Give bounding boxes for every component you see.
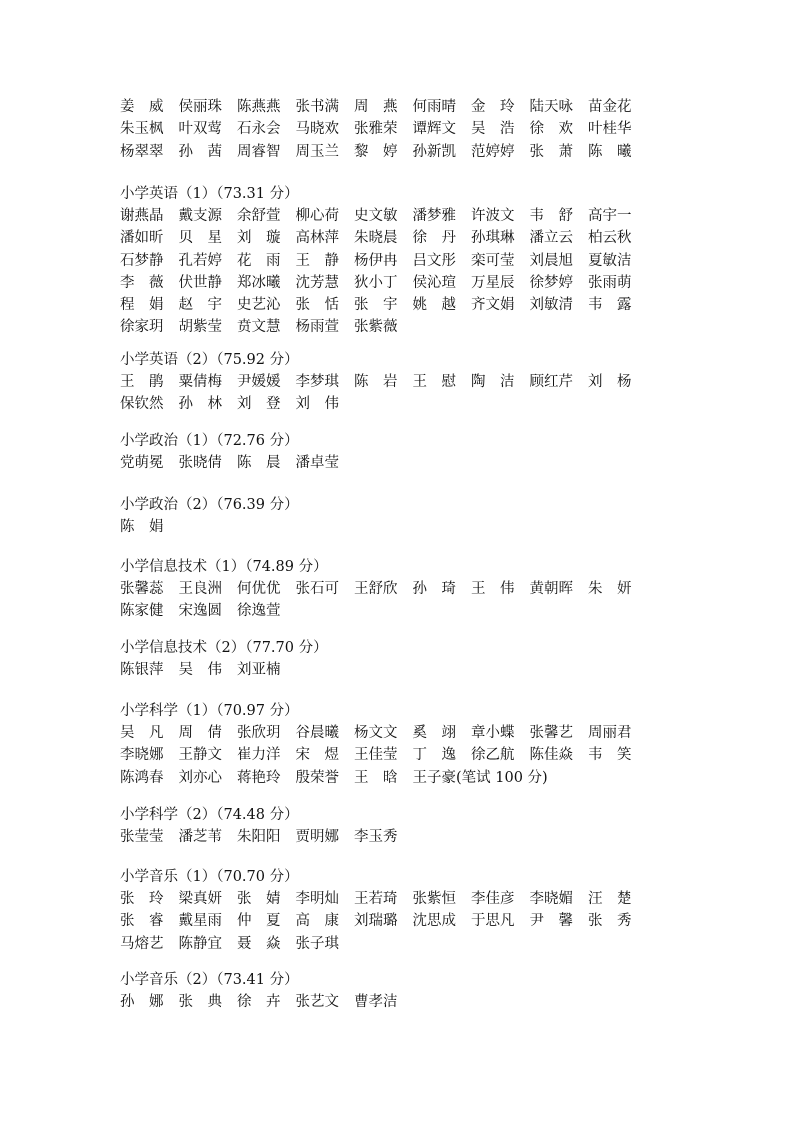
- section-4: [120, 494, 720, 538]
- candidate-name: 徐梦婷: [529, 274, 573, 291]
- candidate-name: 高宇一: [588, 208, 632, 224]
- name-row: [120, 227, 720, 249]
- candidate-name: 徐家玥: [120, 319, 164, 336]
- name-row: [120, 722, 720, 744]
- candidate-name: 马熔艺: [120, 935, 164, 952]
- candidate-name: 李晓媚: [529, 891, 573, 907]
- name-row: [120, 744, 720, 766]
- name-row: [120, 659, 720, 681]
- candidate-name: 郑冰曦: [237, 274, 281, 291]
- candidate-name: 王 慰: [412, 374, 456, 390]
- name-row: [120, 294, 720, 316]
- candidate-name: 张雨萌: [588, 274, 632, 291]
- candidate-name: 孙 琦: [412, 581, 456, 597]
- candidate-name: 李 薇: [120, 274, 164, 291]
- candidate-name: 张欣玥: [237, 725, 281, 741]
- section-6: [120, 637, 720, 681]
- name-row: [120, 316, 720, 338]
- candidate-name: 张晓倩: [178, 455, 222, 471]
- candidate-name: 张 典: [178, 994, 222, 1010]
- candidate-name: 程 娟: [120, 297, 164, 314]
- candidate-name: 张子琪: [295, 935, 339, 952]
- candidate-name: 万星辰: [471, 274, 515, 291]
- candidate-name: 周玉兰: [295, 143, 339, 160]
- section-title: 小学音乐（2）（73.41 分）: [120, 972, 299, 988]
- candidate-name: 戴支源: [178, 208, 222, 224]
- candidate-name: 王佳莹: [354, 747, 398, 764]
- candidate-name: 王 伟: [471, 581, 515, 597]
- candidate-name: 王子豪(笔试 100 分): [412, 769, 548, 786]
- candidate-name: 张雅荣: [354, 121, 398, 138]
- candidate-name: 陈静宜: [178, 935, 222, 952]
- section-title: 小学信息技术（1）（74.89 分）: [120, 559, 328, 575]
- name-row: [120, 141, 720, 163]
- section-0: [120, 96, 720, 163]
- section-5: [120, 556, 720, 623]
- candidate-name: 石梦静: [120, 252, 164, 269]
- candidate-name: 花 雨: [237, 252, 281, 269]
- section-title: 小学音乐（1）（70.70 分）: [120, 869, 299, 885]
- candidate-name: 王静文: [178, 747, 222, 764]
- candidate-name: 周 倩: [178, 725, 222, 741]
- candidate-name: 刘 伟: [295, 396, 339, 413]
- candidate-name: 陈 晨: [237, 455, 281, 471]
- candidate-name: 潘梦雅: [412, 208, 456, 224]
- candidate-name: 陈 娟: [120, 519, 164, 535]
- candidate-name: 张石可: [295, 581, 339, 597]
- name-row: [120, 371, 720, 393]
- candidate-name: 胡紫莹: [178, 319, 222, 336]
- candidate-name: 党萌冕: [120, 455, 164, 471]
- candidate-name: 刘晨旭: [529, 252, 573, 269]
- candidate-name: 张 婧: [237, 891, 281, 907]
- name-row: [120, 910, 720, 932]
- candidate-name: 徐 欢: [529, 121, 573, 138]
- candidate-name: 陈 曦: [588, 143, 632, 160]
- candidate-name: 陶 洁: [471, 374, 515, 390]
- candidate-name: 许波文: [471, 208, 515, 224]
- candidate-name: 丁 逸: [412, 747, 456, 764]
- candidate-name: 张 睿: [120, 913, 164, 930]
- name-row: [120, 826, 720, 848]
- candidate-name: 韦 露: [588, 297, 632, 314]
- candidate-name: 孙 娜: [120, 994, 164, 1010]
- candidate-name: 高林萍: [295, 230, 339, 247]
- candidate-name: 韦 舒: [529, 208, 573, 224]
- candidate-name: 王若琦: [354, 891, 398, 907]
- candidate-name: 柏云秋: [588, 230, 632, 247]
- section-10: [120, 969, 720, 1013]
- candidate-name: 周 燕: [354, 99, 398, 115]
- section-8: [120, 804, 720, 848]
- candidate-name: 黎 婷: [354, 143, 398, 160]
- candidate-name: 赵 宇: [178, 297, 222, 314]
- candidate-name: 张馨蕊: [120, 581, 164, 597]
- candidate-name: 陈燕燕: [237, 99, 281, 115]
- candidate-name: 范婷婷: [471, 143, 515, 160]
- section-title: 小学科学（2）（74.48 分）: [120, 807, 299, 823]
- name-row: [120, 393, 720, 415]
- name-row: [120, 767, 720, 789]
- name-row: [120, 578, 720, 600]
- candidate-name: 陈银萍: [120, 662, 164, 678]
- candidate-name: 陈 岩: [354, 374, 398, 390]
- candidate-name: 孙 林: [178, 396, 222, 413]
- candidate-name: 朱玉枫: [120, 121, 164, 138]
- candidate-name: 吴 伟: [178, 662, 222, 678]
- candidate-name: 侯丽珠: [178, 99, 222, 115]
- candidate-name: 苗金花: [588, 99, 632, 115]
- candidate-name: 陈鸿春: [120, 769, 164, 786]
- candidate-name: 戴星雨: [178, 913, 222, 930]
- candidate-name: 黄朝晖: [529, 581, 573, 597]
- candidate-name: 保钦然: [120, 396, 164, 413]
- candidate-name: 梁真妍: [178, 891, 222, 907]
- candidate-name: 杨翠翠: [120, 143, 164, 160]
- candidate-name: 张馨艺: [529, 725, 573, 741]
- candidate-name: 陆天咏: [529, 99, 573, 115]
- candidate-name: 粟倩梅: [178, 374, 222, 390]
- candidate-name: 孙琪琳: [471, 230, 515, 247]
- name-row: [120, 516, 720, 538]
- candidate-name: 张艺文: [295, 994, 339, 1010]
- candidate-name: 谷晨曦: [295, 725, 339, 741]
- candidate-name: 潘立云: [529, 230, 573, 247]
- section-3: [120, 430, 720, 474]
- candidate-name: 李佳彦: [471, 891, 515, 907]
- candidate-name: 李明灿: [295, 891, 339, 907]
- candidate-name: 李晓娜: [120, 747, 164, 764]
- candidate-name: 顾红芹: [529, 374, 573, 390]
- candidate-name: 马晓欢: [295, 121, 339, 138]
- candidate-name: 吴 浩: [471, 121, 515, 138]
- candidate-name: 刘亦心: [178, 769, 222, 786]
- candidate-name: 潘卓莹: [295, 455, 339, 471]
- candidate-name: 何优优: [237, 581, 281, 597]
- section-title: 小学科学（1）（70.97 分）: [120, 703, 299, 719]
- candidate-name: 伏世静: [178, 274, 222, 291]
- section-title: 小学英语（2）（75.92 分）: [120, 352, 299, 368]
- candidate-name: 徐逸萱: [237, 603, 281, 620]
- name-row: [120, 250, 720, 272]
- candidate-name: 刘 璇: [237, 230, 281, 247]
- candidate-name: 贝 星: [178, 230, 222, 247]
- candidate-name: 张书满: [295, 99, 339, 115]
- candidate-name: 刘 杨: [588, 374, 632, 390]
- candidate-name: 栾可莹: [471, 252, 515, 269]
- candidate-name: 王良洲: [178, 581, 222, 597]
- candidate-name: 史艺沁: [237, 297, 281, 314]
- candidate-name: 于思凡: [471, 913, 515, 930]
- candidate-name: 吕文彤: [412, 252, 456, 269]
- candidate-name: 刘 登: [237, 396, 281, 413]
- candidate-name: 贾明娜: [295, 829, 339, 845]
- candidate-name: 张 宇: [354, 297, 398, 314]
- candidate-name: 谢燕晶: [120, 208, 164, 224]
- candidate-name: 朱晓晨: [354, 230, 398, 247]
- name-row: [120, 96, 720, 118]
- candidate-name: 金 玲: [471, 99, 515, 115]
- candidate-name: 夏敏洁: [588, 252, 632, 269]
- candidate-name: 章小蝶: [471, 725, 515, 741]
- candidate-name: 曹孝洁: [354, 994, 398, 1010]
- candidate-name: 王舒欣: [354, 581, 398, 597]
- candidate-name: 谭辉文: [412, 121, 456, 138]
- candidate-name: 叶桂华: [588, 121, 632, 138]
- candidate-name: 叶双莺: [178, 121, 222, 138]
- candidate-name: 沈思成: [412, 913, 456, 930]
- candidate-name: 张 萧: [529, 143, 573, 160]
- candidate-name: 宋逸圆: [178, 603, 222, 620]
- candidate-name: 余舒萱: [237, 208, 281, 224]
- candidate-name: 石永会: [237, 121, 281, 138]
- candidate-name: 李玉秀: [354, 829, 398, 845]
- section-title: 小学政治（1）（72.76 分）: [120, 433, 299, 449]
- candidate-name: 张 恬: [295, 297, 339, 314]
- candidate-name: 刘敏清: [529, 297, 573, 314]
- candidate-name: 杨雨萱: [295, 319, 339, 336]
- candidate-name: 刘瑞璐: [354, 913, 398, 930]
- candidate-name: 沈芳慧: [295, 274, 339, 291]
- candidate-name: 刘亚楠: [237, 662, 281, 678]
- candidate-name: 杨文文: [354, 725, 398, 741]
- section-2: [120, 349, 720, 416]
- candidate-name: 徐 卉: [237, 994, 281, 1010]
- name-row: [120, 452, 720, 474]
- section-title: 小学政治（2）（76.39 分）: [120, 497, 299, 513]
- name-row: [120, 272, 720, 294]
- candidate-name: 何雨晴: [412, 99, 456, 115]
- section-9: [120, 866, 720, 955]
- candidate-name: 侯沁瑄: [412, 274, 456, 291]
- candidate-name: 朱阳阳: [237, 829, 281, 845]
- candidate-name: 史文敏: [354, 208, 398, 224]
- candidate-name: 朱 妍: [588, 581, 632, 597]
- candidate-name: 张 秀: [588, 913, 632, 930]
- candidate-name: 贲文慧: [237, 319, 281, 336]
- name-row: [120, 600, 720, 622]
- candidate-name: 齐文娟: [471, 297, 515, 314]
- candidate-name: 张紫薇: [354, 319, 398, 336]
- candidate-name: 高 康: [295, 913, 339, 930]
- candidate-name: 孙新凯: [412, 143, 456, 160]
- candidate-name: 尹 馨: [529, 913, 573, 930]
- candidate-name: 王 静: [295, 252, 339, 269]
- candidate-name: 徐 丹: [412, 230, 456, 247]
- candidate-name: 崔力洋: [237, 747, 281, 764]
- candidate-name: 潘芝苇: [178, 829, 222, 845]
- section-1: [120, 183, 720, 339]
- candidate-name: 仲 夏: [237, 913, 281, 930]
- candidate-name: 汪 楚: [588, 891, 632, 907]
- candidate-name: 张紫恒: [412, 891, 456, 907]
- candidate-name: 陈家健: [120, 603, 164, 620]
- candidate-name: 周丽君: [588, 725, 632, 741]
- candidate-name: 吴 凡: [120, 725, 164, 741]
- candidate-name: 尹媛媛: [237, 374, 281, 390]
- candidate-name: 张莹莹: [120, 829, 164, 845]
- name-row: [120, 118, 720, 140]
- candidate-name: 姚 越: [412, 297, 456, 314]
- candidate-name: 聂 焱: [237, 935, 281, 952]
- candidate-name: 奚 翊: [412, 725, 456, 741]
- name-row: [120, 991, 720, 1013]
- candidate-name: 蒋艳玲: [237, 769, 281, 786]
- candidate-name: 殷荣誉: [295, 769, 339, 786]
- candidate-name: 宋 煜: [295, 747, 339, 764]
- candidate-name: 徐乙航: [471, 747, 515, 764]
- candidate-name: 姜 威: [120, 99, 164, 115]
- candidate-name: 王 鹃: [120, 374, 164, 390]
- candidate-name: 杨伊冉: [354, 252, 398, 269]
- candidate-name: 潘如昕: [120, 230, 164, 247]
- section-7: [120, 700, 720, 789]
- name-row: [120, 933, 720, 955]
- candidate-name: 狄小丁: [354, 274, 398, 291]
- candidate-name: 周睿智: [237, 143, 281, 160]
- candidate-name: 韦 笑: [588, 747, 632, 764]
- candidate-name: 孙 茜: [178, 143, 222, 160]
- section-title: 小学英语（1）（73.31 分）: [120, 186, 299, 202]
- candidate-name: 孔若婷: [178, 252, 222, 269]
- candidate-name: 张 玲: [120, 891, 164, 907]
- section-title: 小学信息技术（2）（77.70 分）: [120, 640, 328, 656]
- name-row: [120, 888, 720, 910]
- candidate-name: 柳心荷: [295, 208, 339, 224]
- name-row: [120, 205, 720, 227]
- candidate-name: 王 晗: [354, 769, 398, 786]
- candidate-name: 李梦琪: [295, 374, 339, 390]
- candidate-name: 陈佳焱: [529, 747, 573, 764]
